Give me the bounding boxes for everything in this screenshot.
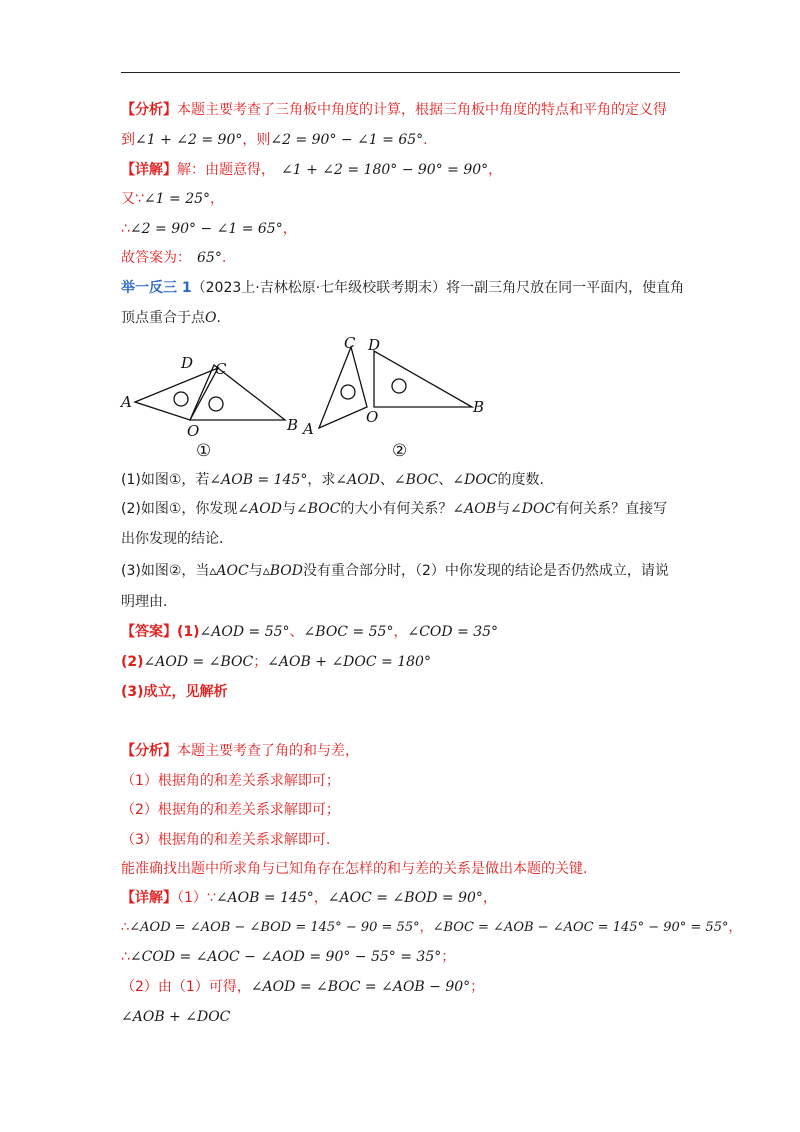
question-text: 没有重合部分时，（2）中你发现的结论是否仍然成立，请说: [303, 563, 669, 579]
math-expression: ∠1 = 25°: [143, 191, 211, 207]
detail2-line1: [121, 888, 497, 908]
punctuation: ，: [313, 890, 328, 906]
punctuation: ；: [441, 949, 456, 965]
detail1-line1: [121, 160, 502, 180]
punctuation: .: [216, 310, 221, 326]
math-expression: ∠2 = 90° − ∠1 = 65°: [129, 221, 283, 237]
question-2-line1: [121, 499, 667, 519]
detail2-line5: [121, 1007, 230, 1027]
detail2-line2: [121, 918, 741, 938]
math-expression: 65°: [197, 250, 222, 266]
question-1: [121, 470, 544, 490]
question-text: (1)如图①，若: [121, 472, 210, 488]
question-text: 的度数.: [497, 472, 544, 488]
math-expression: ∠AOB: [452, 501, 497, 517]
analysis-text: 本题主要考查了三角板中角度的计算，根据三角板中角度的特点和平角的定义得: [177, 102, 667, 118]
hole-circle: [174, 392, 188, 406]
detail-text: 解：由题意得，: [177, 162, 275, 178]
punctuation: ；: [253, 654, 268, 670]
problem-line1: [121, 278, 684, 298]
math-expression: ∠1 + ∠2 = 90°: [135, 132, 243, 148]
analysis-text: （2）根据角的和差关系求解即可；: [121, 802, 340, 818]
analysis2-key: [121, 859, 587, 879]
math-expression: ∠AOD = ∠AOB − ∠BOD = 145° − 90 = 55°: [129, 920, 420, 935]
problem-text: 将一副三角尺放在同一平面内，使直角: [446, 280, 685, 296]
answer-line1: [121, 622, 498, 642]
analysis-text: 本题主要考查了角的和与差，: [177, 743, 359, 759]
question-text: 与: [248, 563, 263, 579]
analysis1-line1: [121, 100, 667, 120]
fig2-label-o: O: [366, 408, 379, 426]
punctuation: 、: [289, 624, 304, 640]
analysis2-line1: [121, 741, 359, 761]
punctuation: 、: [438, 472, 453, 488]
therefore-symbol: ∴: [121, 221, 130, 237]
answer-label: (2): [121, 654, 144, 670]
detail-tag: 【详解】: [121, 890, 177, 906]
math-expression: ▵BOD: [262, 563, 303, 579]
math-expression: ▵AOC: [209, 563, 249, 579]
math-expression: ∠BOC: [295, 501, 341, 517]
analysis-text: 能准确找出题中所求角与已知角存在怎样的和与差的关系是做出本题的关键.: [121, 861, 588, 877]
detail-text: （1）∵: [177, 890, 216, 906]
fig2-label-b: B: [473, 398, 485, 416]
answer-tag: 【答案】: [121, 624, 177, 640]
analysis-text: 到: [121, 132, 135, 148]
fig2-label-c: C: [344, 334, 356, 352]
analysis-text: ，则: [242, 132, 271, 148]
fig2-label-d: D: [368, 336, 381, 354]
problem-text: 顶点重合于点: [121, 310, 205, 326]
problem-source: （2023上·吉林松原·七年级校联考期末）: [191, 280, 447, 296]
detail-text: 故答案为：: [121, 250, 191, 266]
math-expression: ∠BOC = ∠AOB − ∠AOC = 145° − 90° = 55°: [432, 920, 729, 935]
fig2-number: ②: [392, 441, 408, 461]
question-3-line1: [121, 561, 669, 581]
math-expression: ∠AOB + ∠DOC = 180°: [267, 654, 431, 670]
problem-line2: [121, 308, 221, 328]
analysis-text: （3）根据角的和差关系求解即可.: [121, 832, 331, 848]
answer-label: (1): [177, 624, 200, 640]
question-text: 出你发现的结论.: [121, 531, 224, 547]
fig1-label-d: D: [181, 354, 194, 372]
analysis2-point2: [121, 800, 340, 820]
detail1-line3: [121, 219, 297, 239]
punctuation: ，: [728, 920, 742, 935]
math-expression: ∠AOB = 145°: [209, 472, 308, 488]
math-expression: ∠DOC: [510, 501, 556, 517]
punctuation: ，: [282, 221, 297, 237]
math-expression: ∠COD = 35°: [407, 624, 499, 640]
punctuation: ，: [419, 920, 433, 935]
punctuation: .: [221, 250, 227, 266]
math-expression: ∠BOC: [393, 472, 439, 488]
question-2-line2: [121, 529, 223, 549]
hole-circle: [209, 397, 223, 411]
question-3-line2: [121, 592, 167, 612]
analysis-tag: 【分析】: [121, 743, 177, 759]
fig1-label-o: O: [187, 422, 200, 440]
punctuation: ，: [482, 890, 497, 906]
math-expression: ∠AOD: [237, 501, 282, 517]
question-text: (2)如图①，你发现: [121, 501, 238, 517]
hole-circle: [392, 379, 406, 393]
math-expression: ∠AOD = ∠BOC: [143, 654, 254, 670]
fig1-label-b: B: [287, 416, 299, 434]
punctuation: .: [423, 132, 428, 148]
math-expression: ∠AOD: [335, 472, 380, 488]
question-text: 与: [496, 501, 511, 517]
punctuation: ，: [488, 162, 503, 178]
hole-circle: [341, 385, 355, 399]
answer-line3: [121, 682, 228, 702]
detail1-line2: [121, 189, 224, 209]
math-expression: ∠1 + ∠2 = 180° − 90° = 90°: [281, 162, 489, 178]
punctuation: 、: [379, 472, 394, 488]
punctuation: ，: [210, 191, 225, 207]
detail-text: （2）由（1）可得，: [121, 979, 251, 995]
fig1-number: ①: [196, 441, 212, 461]
question-text: ，求: [307, 472, 336, 488]
math-expression: ∠AOC = ∠BOD = 90°: [327, 890, 483, 906]
math-expression: ∠2 = 90° − ∠1 = 65°: [270, 132, 424, 148]
detail-tag: 【详解】: [121, 162, 177, 178]
math-expression: ∠AOD = 55°: [199, 624, 290, 640]
question-text: 与: [281, 501, 296, 517]
analysis2-point1: [121, 771, 340, 791]
header-rule: [121, 72, 680, 73]
math-expression: ∠AOB + ∠DOC: [121, 1009, 231, 1025]
detail-text: 又∵: [121, 191, 144, 207]
math-expression: ∠BOC = 55°: [303, 624, 394, 640]
answer-text: (3)成立，见解析: [121, 684, 228, 700]
detail2-line4: [121, 977, 484, 997]
punctuation: ；: [470, 979, 485, 995]
therefore-symbol: ∴: [121, 920, 130, 935]
math-expression: ∠AOB = 145°: [215, 890, 314, 906]
math-expression: ∠COD = ∠AOC − ∠AOD = 90° − 55° = 35°: [129, 949, 442, 965]
question-text: (3)如图②，当: [121, 563, 210, 579]
analysis1-line2: [121, 130, 428, 150]
therefore-symbol: ∴: [121, 949, 130, 965]
math-variable: O: [205, 310, 217, 326]
analysis-text: （1）根据角的和差关系求解即可；: [121, 773, 340, 789]
punctuation: ，: [393, 624, 408, 640]
analysis2-point3: [121, 830, 330, 850]
fig1-label-a: A: [121, 393, 132, 411]
detail1-line4: [121, 248, 226, 268]
answer-line2: [121, 652, 431, 672]
fig2-label-a: A: [303, 420, 314, 438]
question-text: 明理由.: [121, 594, 168, 610]
problem-label: 举一反三 1: [121, 280, 192, 296]
triangle-figures: [115, 332, 495, 462]
triangle-bod: [374, 351, 472, 407]
question-text: 有何关系？直接写: [555, 501, 668, 517]
question-text: 的大小有何关系？: [340, 501, 453, 517]
math-expression: ∠DOC: [452, 472, 498, 488]
detail2-line3: [121, 947, 455, 967]
fig1-label-c: C: [215, 360, 227, 378]
math-expression: ∠AOD = ∠BOC = ∠AOB − 90°: [250, 979, 471, 995]
analysis-tag: 【分析】: [121, 102, 177, 118]
